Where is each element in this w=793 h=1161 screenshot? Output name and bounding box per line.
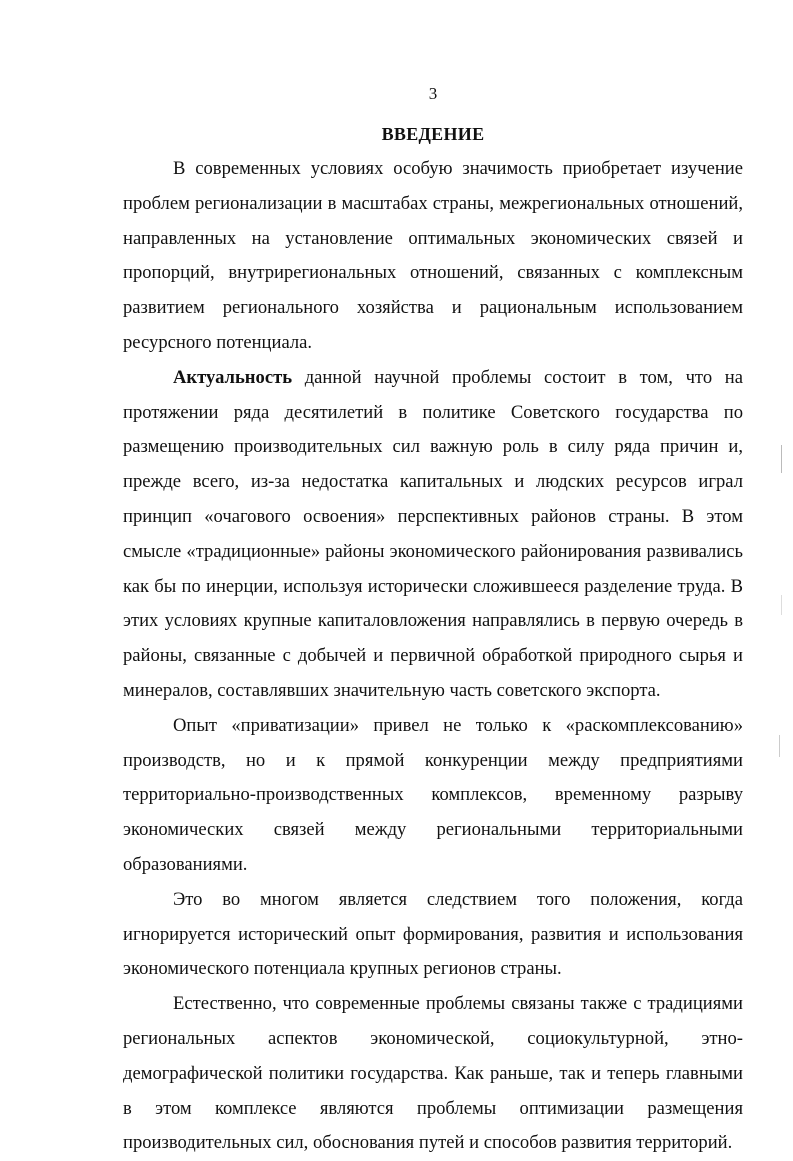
paragraph-text: Это во многом является следствием того положения, когда игнорируется исторический опыт формирования, развития и использования экономического потенциала крупных регионов страны. — [123, 888, 743, 980]
paragraph-3 — [123, 709, 743, 883]
paragraph-text: данной научной проблемы состоит в том, что на протяжении ряда десятилетий в политике Советского государства по размещению производительных сил важную роль в силу ряда причин и, прежде всего, из-за недостатка капитальных и людских ресурсов играл принцип «очагового освоения» перспективных районов страны. В этом смысле «традиционные» районы экономического районирования развивались как бы по инерции, используя исторически сложившееся разделение труда. В этих условиях крупные капиталовложения направлялись в первую очередь в районы, связанные с добычей и первичной обработкой природного сырья и минералов, составлявших значительную часть советского экспорта. — [123, 366, 743, 701]
paragraph-4 — [123, 883, 743, 987]
paragraph-text: В современных условиях особую значимость приобретает изучение проблем регионализации в масштабах страны, межрегиональных отношений, направленных на установление оптимальных экономических связей и пропорций, внутрирегиональных отношений, связанных с комплексным развитием регионального хозяйства и рациональным использованием ресурсного потенциала. — [123, 158, 743, 353]
body-text — [123, 152, 743, 1161]
paragraph-5 — [123, 987, 743, 1161]
paragraph-lead-bold: Актуальность — [173, 366, 293, 388]
scan-artifact-mark — [779, 735, 780, 757]
paragraph-text: Опыт «приватизации» привел не только к «раскомплексованию» производств, но и к прямой конкуренции между предприятиями территориально-производственных комплексов, временному разрыву экономических связей между региональными территориальными образованиями. — [123, 714, 743, 875]
paragraph-2 — [123, 361, 743, 709]
section-title: ВВЕДЕНИЕ — [381, 124, 485, 144]
page-number: 3 — [428, 84, 438, 103]
scan-artifact-mark — [781, 445, 782, 473]
paragraph-text: Естественно, что современные проблемы связаны также с традициями региональных аспектов экономической, социокультурной, этно-демографической политики государства. Как раньше, так и теперь главными в этом комплексе являются проблемы оптимизации размещения производительных сил, обоснования путей и способов развития территорий. — [123, 993, 743, 1154]
scan-artifact-mark — [781, 595, 782, 615]
paragraph-1 — [123, 152, 743, 361]
